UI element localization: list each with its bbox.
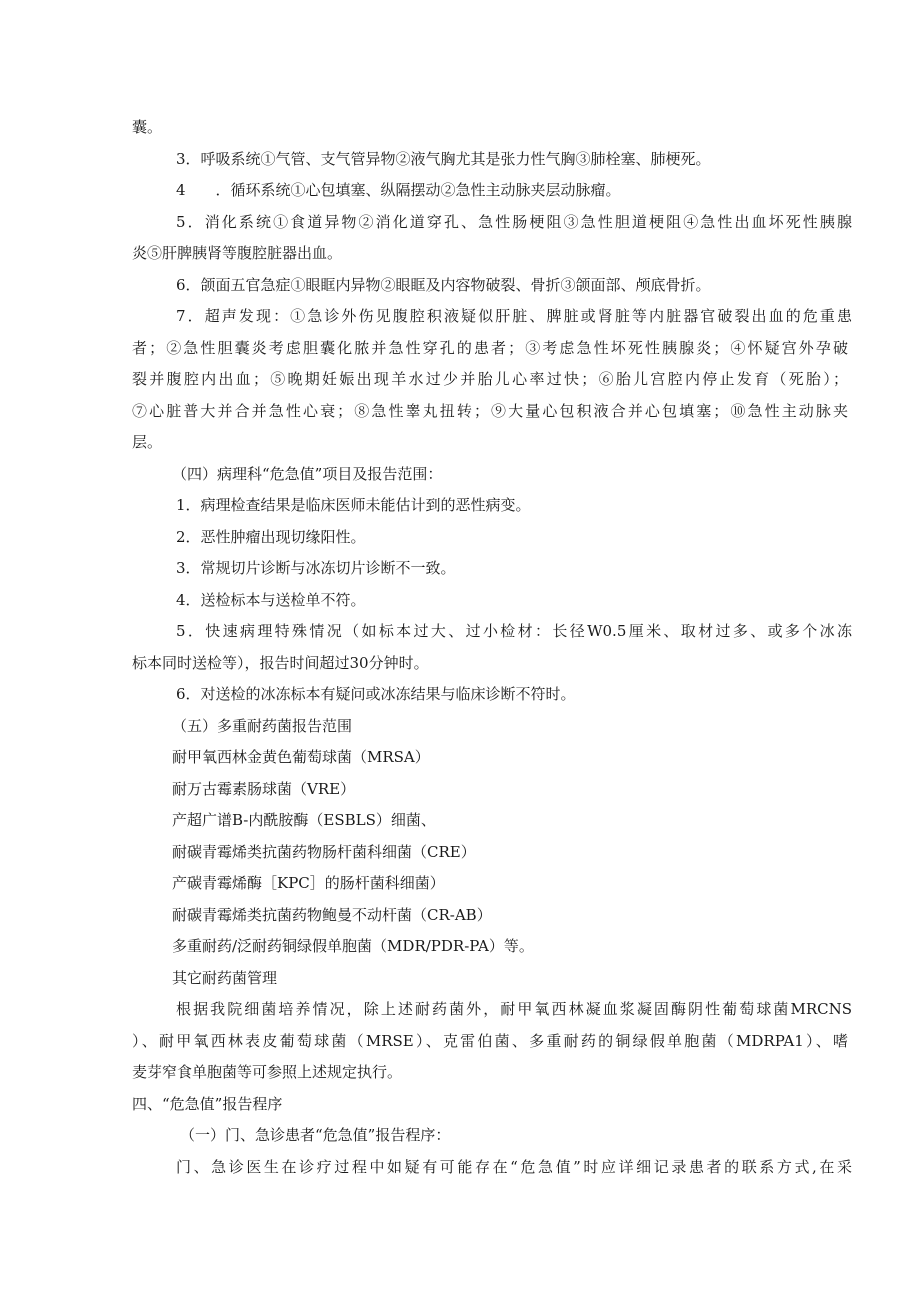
text-line: 1．病理检查结果是临床医师未能估计到的恶性病变。: [176, 496, 531, 514]
list-item: 产超广谱B-内酰胺酶（ESBLS）细菌、: [172, 811, 436, 829]
text-line: ⑦心脏普大并合并急性心衰；⑧急性睾丸扭转；⑨大量心包积液合并心包填塞；⑩急性主动脉夹: [132, 402, 848, 420]
text-line: 5．快速病理特殊情况（如标本过大、过小检材：长径W0.5厘米、取材过多、或多个冰冻: [176, 622, 852, 640]
text-line: 2．恶性肿瘤出现切缘阳性。: [176, 528, 366, 546]
text-line: 3．常规切片诊断与冰冻切片诊断不一致。: [176, 559, 456, 577]
section-heading: （四）病理科“危急值”项目及报告范围：: [172, 465, 443, 483]
text-line: 根据我院细菌培养情况，除上述耐药菌外，耐甲氧西林凝血浆凝固酶阴性葡萄球菌MRCNS: [176, 1000, 852, 1018]
text-line: 标本同时送检等），报告时间超过30分钟时。: [132, 654, 429, 672]
text-line: 门、急诊医生在诊疗过程中如疑有可能存在“危急值”时应详细记录患者的联系方式,在采: [176, 1158, 852, 1176]
list-item: 产碳青霉烯酶［KPC］的肠杆菌科细菌）: [172, 874, 445, 892]
text-line: 者；②急性胆囊炎考虑胆囊化脓并急性穿孔的患者；③考虑急性坏死性胰腺炎；④怀疑宫外孕破: [132, 339, 848, 357]
text-line: 裂并腹腔内出血；⑤晚期妊娠出现羊水过少并胎儿心率过快；⑥胎儿宫腔内停止发育（死胎）；: [132, 370, 848, 388]
list-item: 耐万古霉素肠球菌（VRE）: [172, 780, 356, 798]
text-line: 6．颌面五官急症①眼眶内异物②眼眶及内容物破裂、骨折③颌面部、颅底骨折。: [176, 276, 711, 294]
list-item: 耐甲氧西林金黄色葡萄球菌（MRSA）: [172, 748, 430, 766]
text-line: 4．送检标本与送检单不符。: [176, 591, 366, 609]
text-line: 4 ．循环系统①心包填塞、纵隔摆动②急性主动脉夹层动脉瘤。: [176, 181, 621, 199]
text-line: 5．消化系统①食道异物②消化道穿孔、急性肠梗阻③急性胆道梗阻④急性出血坏死性胰腺: [176, 213, 852, 231]
list-item: 耐碳青霉烯类抗菌药物鲍曼不动杆菌（CR-AB）: [172, 906, 492, 924]
list-item: 耐碳青霉烯类抗菌药物肠杆菌科细菌（CRE）: [172, 843, 476, 861]
list-item: 多重耐药/泛耐药铜绿假单胞菌（MDR/PDR-PA）等。: [172, 937, 534, 955]
chapter-heading: 四、“危急值”报告程序: [132, 1095, 283, 1113]
text-line: 囊。: [132, 118, 163, 136]
text-line: 3．呼吸系统①气管、支气管异物②液气胸尤其是张力性气胸③肺栓塞、肺梗死。: [176, 150, 711, 168]
section-heading: 其它耐药菌管理: [172, 969, 278, 987]
text-line: 麦芽窄食单胞菌等可参照上述规定执行。: [132, 1063, 403, 1081]
text-line: 7．超声发现：①急诊外伤见腹腔积液疑似肝脏、脾脏或肾脏等内脏器官破裂出血的危重患: [176, 307, 852, 325]
text-line: 炎⑤肝脾胰肾等腹腔脏器出血。: [132, 244, 343, 262]
text-line: ）、耐甲氧西林表皮葡萄球菌（MRSE）、克雷伯菌、多重耐药的铜绿假单胞菌（MDRPA1）、嗜: [132, 1032, 848, 1050]
section-heading: （一）门、急诊患者“危急值”报告程序：: [180, 1126, 451, 1144]
text-line: 6．对送检的冰冻标本有疑问或冰冻结果与临床诊断不符时。: [176, 685, 576, 703]
section-heading: （五）多重耐药菌报告范围: [172, 717, 353, 735]
text-line: 层。: [132, 433, 163, 451]
